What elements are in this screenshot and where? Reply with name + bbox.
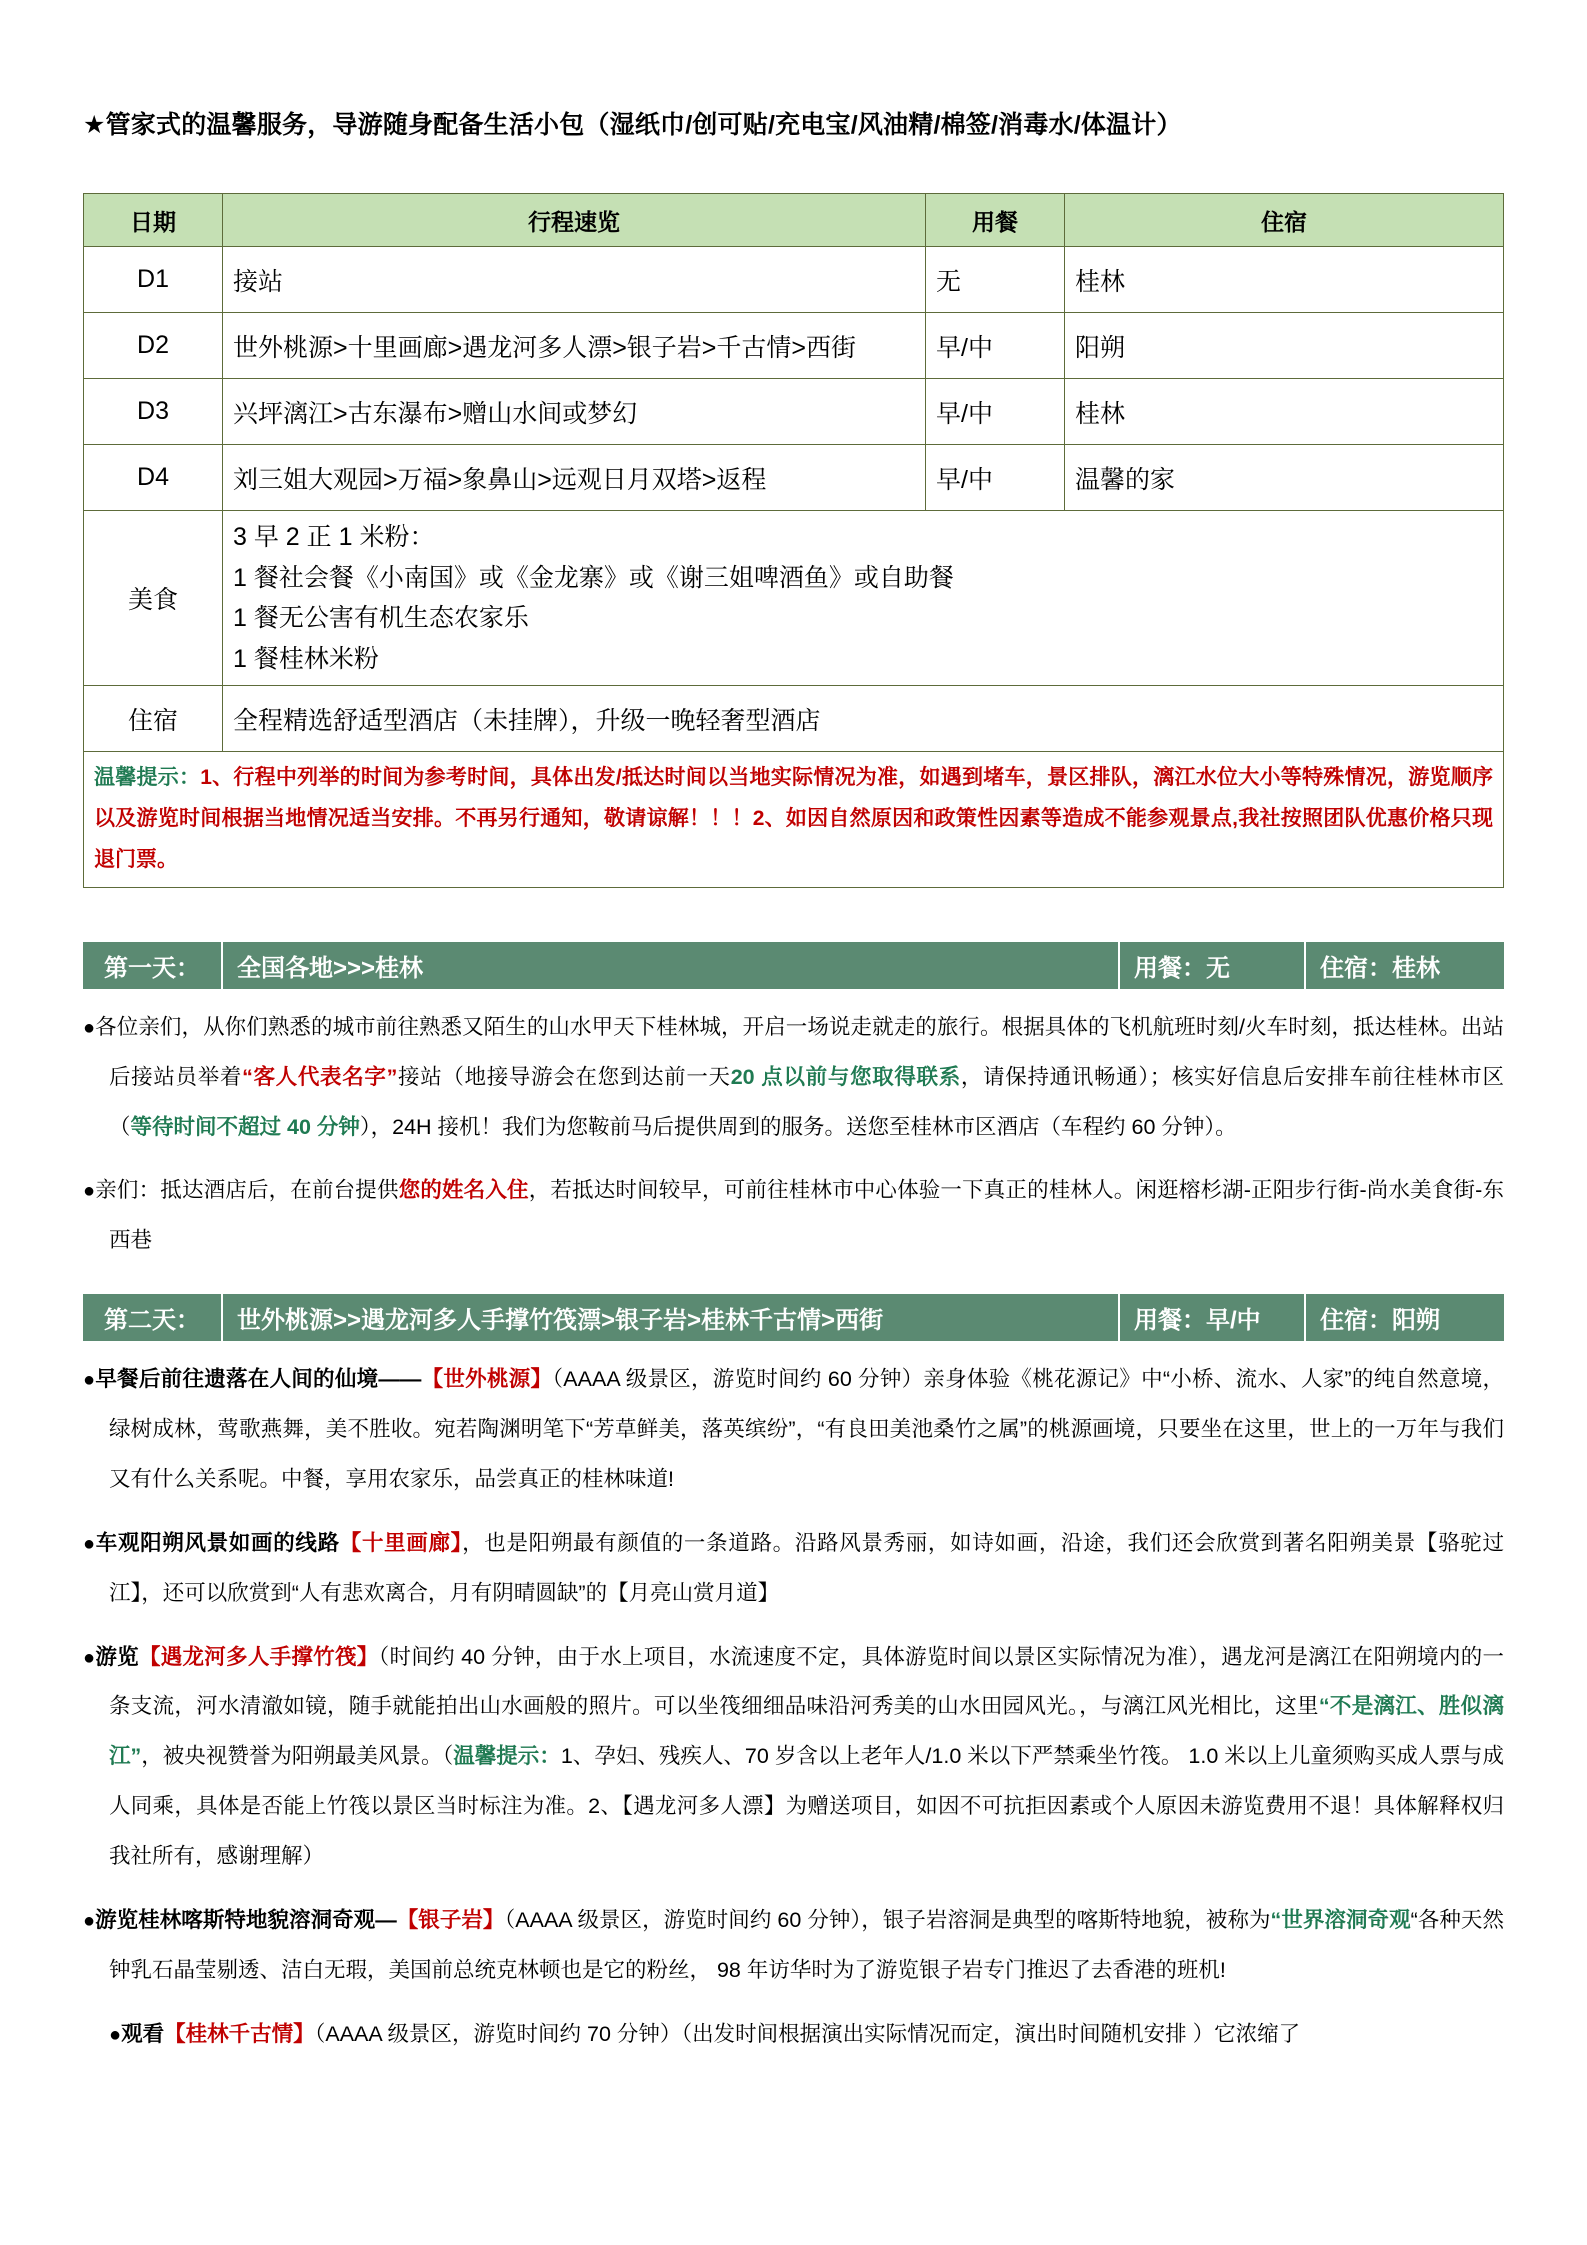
paragraph — [83, 1355, 1504, 1505]
highlight-green: 等待时间不超过 40 分钟 — [130, 1114, 360, 1139]
text-normal: 各位亲们，从你们熟悉的城市前往熟悉又陌生的山水甲天下桂林城，开启一场说走就走的旅行。根据具体的飞机航班时刻/火车时刻，抵达桂林。出站后接站员举着 — [95, 1014, 1504, 1089]
bullet-marker: ● — [83, 1532, 96, 1555]
text-normal: ，若抵达时间较早，可前往桂林市中心体验一下真正的桂林人。闲逛榕杉湖-正阳步行街-尚水美食街-东西巷 — [109, 1178, 1504, 1253]
day2-meal: 用餐：早/中 — [1118, 1294, 1304, 1341]
text-bold: 观看 — [121, 2021, 165, 2046]
paragraph — [83, 1633, 1504, 1882]
itinerary-summary-table — [83, 193, 1504, 888]
cell-day: D3 — [84, 379, 223, 445]
header-stay: 住宿 — [1065, 194, 1504, 247]
text-normal: （AAAA 级景区，游览时间约 60 分钟），银子岩溶洞是典型的喀斯特地貌，被称为 — [504, 1907, 1271, 1932]
day-banner-2 — [83, 1294, 1504, 1341]
table-row — [84, 247, 1504, 313]
header-date: 日期 — [84, 194, 223, 247]
text-normal: （AAAA 级景区，游览时间约 60 分钟）亲身体验《桃花源记》中“小桥、流水、人家”的纯自然意境，绿树成林，莺歌燕舞，美不胜收。宛若陶渊明笔下“芳草鲜美，落英缤纷”，“有良田美池桑竹之属”的桃源画境，只要坐在这里，世上的一万年与我们又有什么关系呢。中餐，享用农家乐，品尝真正的桂林味道! — [109, 1367, 1504, 1491]
food-line: 1 餐桂林米粉 — [233, 644, 379, 673]
food-line: 3 早 2 正 1 米粉： — [233, 523, 435, 551]
notice-tip-label: 温馨提示： — [94, 766, 201, 789]
highlight-green: “世界溶洞奇观 — [1270, 1907, 1411, 1932]
highlight-red: 您的姓名入住 — [398, 1178, 529, 1203]
day1-route: 全国各地>>>桂林 — [221, 942, 1118, 989]
text-bold: 车观阳朔风景如画的线路 — [95, 1530, 340, 1555]
text-normal: （AAAA 级景区，游览时间约 70 分钟）（出发时间根据演出实际情况而定，演出时间随机安排 ）它浓缩了 — [314, 2021, 1301, 2046]
intro-service-line: ★管家式的温馨服务，导游随身配备生活小包（湿纸巾/创可贴/充电宝/风油精/棉签/消毒水/体温计） — [83, 111, 1182, 139]
text-normal: ，也是阳朔最有颜值的一条道路。沿路风景秀丽，如诗如画，沿途，我们还会欣赏到著名阳朔美景【骆驼过江】，还可以欣赏到“人有悲欢离合，月有阴晴圆缺”的【月亮山赏月道】 — [109, 1530, 1504, 1605]
notice-cell — [84, 752, 1504, 888]
cell-route: 接站 — [223, 247, 926, 313]
food-row — [84, 511, 1504, 686]
highlight-red: 【世外桃源】 — [421, 1367, 553, 1392]
table-row — [84, 313, 1504, 379]
header-route: 行程速览 — [223, 194, 926, 247]
cell-day: D2 — [84, 313, 223, 379]
stay-label: 住宿 — [84, 686, 223, 752]
header-meal: 用餐 — [926, 194, 1065, 247]
cell-stay: 桂林 — [1065, 247, 1504, 313]
text-normal: 1、孕妇、残疾人、70 岁含以上老年人/1.0 米以下严禁乘坐竹筏。 1.0 米以上儿童须购买成人票与成人同乘，具体是否能上竹筏以景区当时标注为准。2、【遇龙河多人漂】为赠送项目，如因不可抗拒因素或个人原因未游览费用不退！具体解释权归我社所有，感谢理解） — [109, 1744, 1504, 1869]
bullet-marker: ● — [83, 1180, 96, 1203]
bullet-marker: ● — [83, 1016, 96, 1039]
table-row — [84, 445, 1504, 511]
cell-route: 刘三姐大观园>万福>象鼻山>远观日月双塔>返程 — [223, 445, 926, 511]
day2-route: 世外桃源>>遇龙河多人手撑竹筏漂>银子岩>桂林千古情>西街 — [221, 1294, 1118, 1341]
food-line: 1 餐社会餐《小南国》或《金龙寨》或《谢三姐啤酒鱼》或自助餐 — [233, 563, 954, 592]
highlight-red: 【十里画廊】 — [339, 1530, 463, 1555]
day2-label: 第二天： — [104, 1307, 200, 1335]
table-row — [84, 379, 1504, 445]
cell-day: D1 — [84, 247, 223, 313]
food-line: 1 餐无公害有机生态农家乐 — [233, 604, 529, 632]
cell-stay: 桂林 — [1065, 379, 1504, 445]
text-normal: 亲们：抵达酒店后，在前台提供 — [95, 1178, 399, 1203]
cell-meal: 早/中 — [926, 445, 1065, 511]
paragraph — [83, 1003, 1504, 1153]
day1-label: 第一天： — [104, 954, 200, 982]
highlight-green: “不是漓江、胜似漓江” — [109, 1694, 1504, 1769]
stay-row — [84, 686, 1504, 752]
paragraph — [83, 1896, 1504, 1996]
cell-meal: 无 — [926, 247, 1065, 313]
day1-meal: 用餐：无 — [1118, 942, 1304, 989]
cell-route: 兴坪漓江>古东瀑布>赠山水间或梦幻 — [223, 379, 926, 445]
day2-stay: 住宿：阳朔 — [1304, 1294, 1504, 1341]
summary-header-row — [84, 194, 1504, 247]
day2-body — [83, 1355, 1504, 2059]
bullet-marker: ● — [83, 1646, 96, 1669]
stay-detail: 全程精选舒适型酒店（未挂牌），升级一晚轻奢型酒店 — [223, 686, 1504, 752]
highlight-red: 【桂林千古情】 — [164, 2021, 315, 2046]
cell-route: 世外桃源>十里画廊>遇龙河多人漂>银子岩>千古情>西街 — [223, 313, 926, 379]
food-detail — [223, 511, 1504, 686]
cell-day: D4 — [84, 445, 223, 511]
bullet-marker: ● — [83, 1369, 96, 1392]
highlight-red: 【遇龙河多人手撑竹筏】 — [138, 1644, 379, 1669]
notice-body: 1、行程中列举的时间为参考时间，具体出发/抵达时间以当地实际情况为准，如遇到堵车，景区排队，漓江水位大小等特殊情况，游览顺序以及游览时间根据当地情况适当安排。不再另行通知，敬请谅解！！！2、如因自然原因和政策性因素等造成不能参观景点,我社按照团队优惠价格只现退门票。 — [94, 766, 1493, 871]
paragraph — [83, 1519, 1504, 1619]
notice-row — [84, 752, 1504, 888]
paragraph — [83, 2010, 1504, 2060]
paragraph — [83, 1166, 1504, 1266]
bullet-marker: ● — [109, 2023, 122, 2046]
cell-meal: 早/中 — [926, 313, 1065, 379]
text-normal: ，请保持通讯畅通）；核实好信息后安排车前往桂林市区（ — [109, 1064, 1504, 1139]
text-normal: 接站（地接导游会在您到达前一天 — [397, 1064, 731, 1089]
text-bold: 游览 — [95, 1644, 139, 1669]
text-bold: 游览桂林喀斯特地貌溶洞奇观— — [95, 1907, 397, 1932]
bullet-marker: ● — [83, 1909, 96, 1932]
day-banner-1 — [83, 942, 1504, 989]
text-bold: 早餐后前往遗落在人间的仙境—— — [95, 1367, 422, 1392]
day1-body — [83, 1003, 1504, 1266]
cell-meal: 早/中 — [926, 379, 1065, 445]
day1-stay: 住宿：桂林 — [1304, 942, 1504, 989]
highlight-red: “客人代表名字” — [242, 1064, 398, 1089]
cell-stay: 阳朔 — [1065, 313, 1504, 379]
highlight-red: 【银子岩】 — [396, 1907, 505, 1932]
highlight-green: 20 点以前与您取得联系 — [730, 1064, 961, 1089]
text-normal: （时间约 40 分钟，由于水上项目，水流速度不定，具体游览时间以景区实际情况为准），遇龙河是漓江在阳朔境内的一条支流，河水清澈如镜，随手就能拍出山水画般的照片。可以坐筏细细品味沿河秀美的山水田园风光。，与漓江风光相比，这里 — [109, 1644, 1504, 1719]
text-normal: ），24H 接机！我们为您鞍前马后提供周到的服务。送您至桂林市区酒店（车程约 60 分钟）。 — [359, 1114, 1237, 1139]
text-normal: ，被央视赞誉为阳朔最美风景。（ — [141, 1744, 454, 1769]
notice-text — [94, 758, 1493, 881]
cell-stay: 温馨的家 — [1065, 445, 1504, 511]
highlight-green: 温馨提示： — [453, 1744, 561, 1769]
food-label: 美食 — [84, 511, 223, 686]
text-normal: “各种天然钟乳石晶莹剔透、洁白无瑕，美国前总统克林顿也是它的粉丝， 98 年访华时为了游览银子岩专门推迟了去香港的班机! — [109, 1907, 1504, 1982]
